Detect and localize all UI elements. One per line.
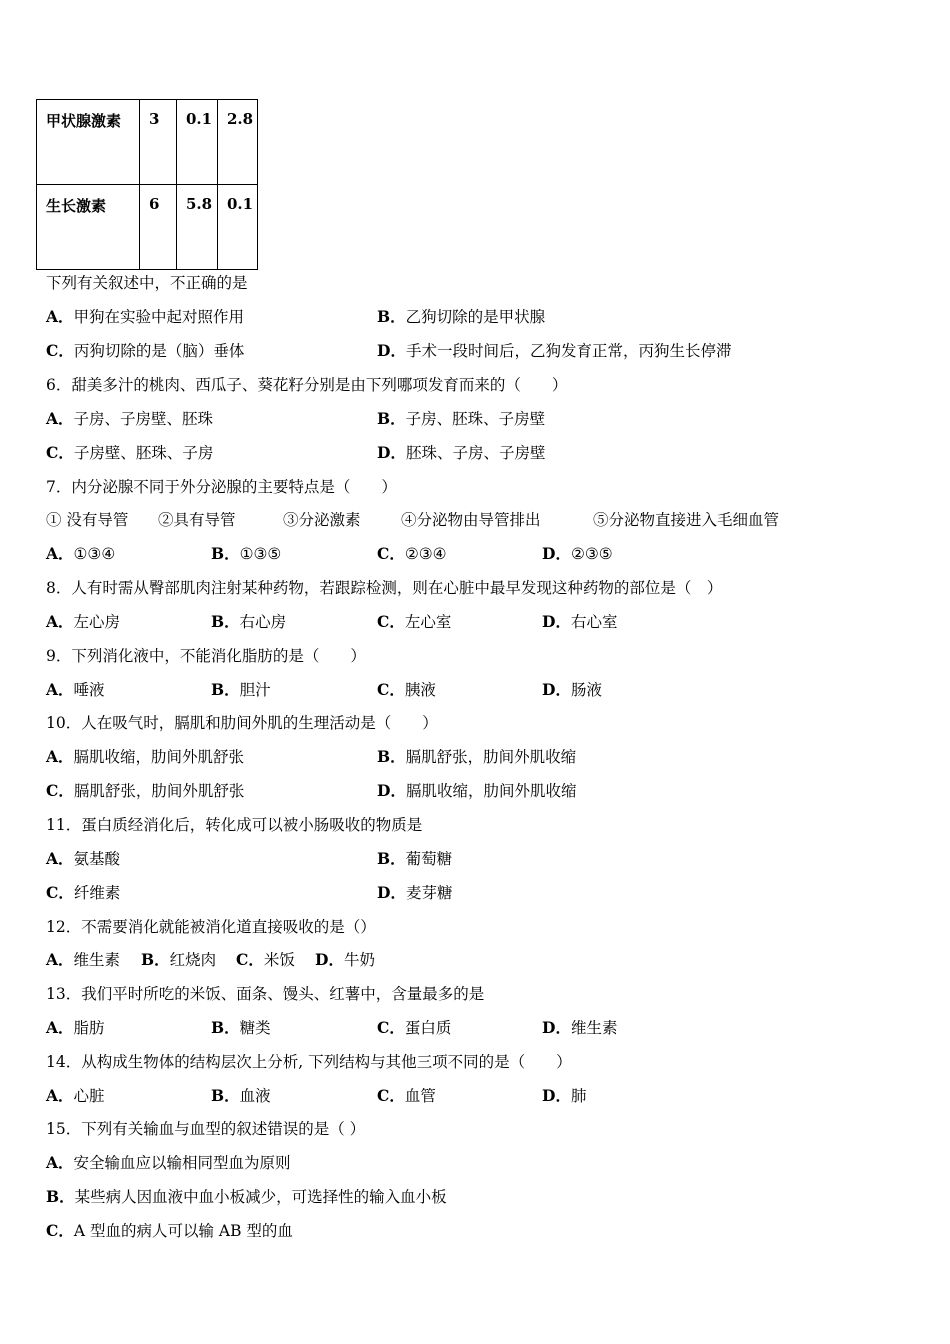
option-text: 子房壁、胚珠、子房 bbox=[73, 444, 214, 462]
option-c bbox=[377, 612, 451, 632]
question-stem: 15．下列有关输血与血型的叙述错误的是（ ） bbox=[46, 1120, 366, 1138]
option-b bbox=[211, 544, 281, 564]
option-a bbox=[46, 1153, 291, 1173]
list-item: ④分泌物由导管排出 bbox=[401, 511, 541, 529]
option-label: A． bbox=[46, 950, 74, 969]
option-d bbox=[542, 1018, 617, 1038]
option-label: B． bbox=[377, 747, 406, 766]
option-text: 肠液 bbox=[570, 681, 602, 699]
table-cell: 6 bbox=[140, 185, 177, 270]
option-label: C． bbox=[377, 1018, 405, 1037]
option-label: D． bbox=[542, 544, 571, 563]
option-text: 手术一段时间后，乙狗发育正常，丙狗生长停滞 bbox=[405, 342, 732, 360]
list-item: ②具有导管 bbox=[158, 511, 236, 529]
table-cell: 0.1 bbox=[177, 100, 218, 185]
option-label: B． bbox=[211, 1018, 240, 1037]
list-item: ① 没有导管 bbox=[46, 511, 129, 529]
option-text: 肺 bbox=[570, 1087, 587, 1105]
option-label: D． bbox=[377, 341, 406, 360]
option-text: 血管 bbox=[404, 1087, 436, 1105]
option-text: 蛋白质 bbox=[404, 1019, 452, 1037]
option-a bbox=[46, 950, 120, 970]
option-label: B． bbox=[141, 950, 170, 969]
option-label: B． bbox=[211, 612, 240, 631]
option-label: D． bbox=[377, 443, 406, 462]
option-text: 甲狗在实验中起对照作用 bbox=[73, 308, 245, 326]
option-label: D． bbox=[377, 883, 406, 902]
option-b bbox=[377, 409, 545, 429]
option-label: A． bbox=[46, 544, 74, 563]
option-c bbox=[46, 883, 120, 903]
table-row bbox=[37, 100, 258, 185]
option-label: B． bbox=[211, 544, 240, 563]
option-text: 维生素 bbox=[570, 1019, 618, 1037]
option-a bbox=[46, 1086, 105, 1106]
option-a bbox=[46, 612, 120, 632]
option-text: 子房、子房壁、胚珠 bbox=[73, 410, 214, 428]
option-text: 子房、胚珠、子房壁 bbox=[405, 410, 546, 428]
option-label: D． bbox=[315, 950, 344, 969]
option-label: C． bbox=[377, 612, 405, 631]
option-c bbox=[236, 950, 295, 970]
option-label: A． bbox=[46, 747, 74, 766]
option-label: D． bbox=[542, 680, 571, 699]
option-label: D． bbox=[377, 781, 406, 800]
option-b bbox=[377, 849, 452, 869]
option-text: ①③⑤ bbox=[239, 545, 282, 563]
option-text: 糖类 bbox=[239, 1019, 271, 1037]
option-text: 膈肌舒张，肋间外肌舒张 bbox=[73, 782, 245, 800]
option-d bbox=[542, 612, 617, 632]
option-text: 氨基酸 bbox=[73, 850, 121, 868]
option-b bbox=[46, 1187, 447, 1207]
option-text: 乙狗切除的是甲状腺 bbox=[405, 308, 546, 326]
option-label: A． bbox=[46, 680, 74, 699]
option-label: C． bbox=[46, 883, 74, 902]
option-label: A． bbox=[46, 849, 74, 868]
option-label: C． bbox=[46, 1221, 74, 1240]
option-text: 膈肌收缩，肋间外肌收缩 bbox=[405, 782, 577, 800]
option-c bbox=[377, 544, 447, 564]
table-cell: 2.8 bbox=[218, 100, 258, 185]
table-cell: 5.8 bbox=[177, 185, 218, 270]
option-d bbox=[377, 443, 545, 463]
option-label: D． bbox=[542, 1086, 571, 1105]
option-text: ②③⑤ bbox=[570, 545, 613, 563]
option-text: 胚珠、子房、子房壁 bbox=[405, 444, 546, 462]
option-c bbox=[46, 341, 244, 361]
option-text: 麦芽糖 bbox=[405, 884, 453, 902]
question-stem: 11．蛋白质经消化后，转化成可以被小肠吸收的物质是 bbox=[46, 816, 423, 834]
option-text: 丙狗切除的是（脑）垂体 bbox=[73, 342, 245, 360]
option-c bbox=[46, 1221, 293, 1241]
option-label: B． bbox=[211, 680, 240, 699]
option-text: 纤维素 bbox=[73, 884, 121, 902]
option-a bbox=[46, 307, 244, 327]
list-item: ③分泌激素 bbox=[283, 511, 361, 529]
option-text: 葡萄糖 bbox=[405, 850, 453, 868]
option-label: C． bbox=[377, 544, 405, 563]
option-text: 牛奶 bbox=[343, 951, 375, 969]
option-text: 右心房 bbox=[239, 613, 287, 631]
option-text: 左心室 bbox=[404, 613, 452, 631]
option-label: B． bbox=[377, 307, 406, 326]
option-b bbox=[141, 950, 216, 970]
hormone-table bbox=[36, 99, 258, 270]
option-c bbox=[46, 781, 244, 801]
question-stem: 6．甜美多汁的桃肉、西瓜子、葵花籽分别是由下列哪项发育而来的（ ） bbox=[46, 376, 568, 394]
option-label: B． bbox=[377, 409, 406, 428]
option-b bbox=[211, 1018, 271, 1038]
option-a bbox=[46, 1018, 105, 1038]
option-text: 红烧肉 bbox=[169, 951, 217, 969]
option-label: B． bbox=[377, 849, 406, 868]
option-a bbox=[46, 747, 244, 767]
option-b bbox=[211, 680, 271, 700]
question-stem: 9．下列消化液中，不能消化脂肪的是（ ） bbox=[46, 647, 366, 665]
option-c bbox=[46, 443, 213, 463]
option-d bbox=[377, 883, 452, 903]
option-text: 维生素 bbox=[73, 951, 121, 969]
option-b bbox=[377, 747, 576, 767]
option-text: 膈肌舒张，肋间外肌收缩 bbox=[405, 748, 577, 766]
question-stem: 14．从构成生物体的结构层次上分析, 下列结构与其他三项不同的是（ ） bbox=[46, 1053, 572, 1071]
option-d bbox=[377, 341, 731, 361]
option-label: C． bbox=[377, 1086, 405, 1105]
option-text: 左心房 bbox=[73, 613, 121, 631]
list-item: ⑤分泌物直接进入毛细血管 bbox=[593, 511, 780, 529]
option-label: C． bbox=[46, 781, 74, 800]
option-label: A． bbox=[46, 307, 74, 326]
option-label: C． bbox=[377, 680, 405, 699]
option-text: 胆汁 bbox=[239, 681, 271, 699]
option-label: A． bbox=[46, 409, 74, 428]
option-text: 血液 bbox=[239, 1087, 271, 1105]
table-cell: 甲状腺激素 bbox=[37, 100, 140, 185]
option-label: A． bbox=[46, 612, 74, 631]
question-stem: 12．不需要消化就能被消化道直接吸收的是（） bbox=[46, 918, 376, 936]
option-label: C． bbox=[46, 341, 74, 360]
option-text: ②③④ bbox=[404, 545, 447, 563]
option-text: 安全输血应以输相同型血为原则 bbox=[73, 1154, 291, 1172]
table-cell: 3 bbox=[140, 100, 177, 185]
table-row bbox=[37, 185, 258, 270]
option-label: B． bbox=[46, 1187, 75, 1206]
option-text: 膈肌收缩，肋间外肌舒张 bbox=[73, 748, 245, 766]
option-c bbox=[377, 1086, 436, 1106]
option-label: D． bbox=[542, 1018, 571, 1037]
question-stem: 下列有关叙述中，不正确的是 bbox=[46, 274, 248, 292]
option-d bbox=[377, 781, 576, 801]
table-cell: 0.1 bbox=[218, 185, 258, 270]
option-b bbox=[211, 612, 286, 632]
option-label: A． bbox=[46, 1153, 74, 1172]
option-label: B． bbox=[211, 1086, 240, 1105]
option-c bbox=[377, 680, 436, 700]
option-c bbox=[377, 1018, 451, 1038]
question-stem: 7．内分泌腺不同于外分泌腺的主要特点是（ ） bbox=[46, 478, 397, 496]
question-stem: 10．人在吸气时，膈肌和肋间外肌的生理活动是（ ） bbox=[46, 714, 438, 732]
option-text: 脂肪 bbox=[73, 1019, 105, 1037]
option-d bbox=[315, 950, 375, 970]
table-cell: 生长激素 bbox=[37, 185, 140, 270]
option-a bbox=[46, 680, 105, 700]
option-b bbox=[377, 307, 545, 327]
option-label: A． bbox=[46, 1018, 74, 1037]
option-label: C． bbox=[46, 443, 74, 462]
option-label: D． bbox=[542, 612, 571, 631]
option-label: C． bbox=[236, 950, 264, 969]
option-text: 米饭 bbox=[263, 951, 295, 969]
option-d bbox=[542, 680, 602, 700]
option-text: 右心室 bbox=[570, 613, 618, 631]
option-text: 某些病人因血液中血小板减少，可选择性的输入血小板 bbox=[74, 1188, 447, 1206]
option-d bbox=[542, 544, 613, 564]
option-a bbox=[46, 544, 115, 564]
option-b bbox=[211, 1086, 271, 1106]
option-text: ①③④ bbox=[73, 545, 116, 563]
option-text: 胰液 bbox=[404, 681, 436, 699]
question-stem: 8．人有时需从臀部肌肉注射某种药物，若跟踪检测，则在心脏中最早发现这种药物的部位是（ ） bbox=[46, 579, 723, 597]
option-a bbox=[46, 409, 213, 429]
question-stem: 13．我们平时所吃的米饭、面条、馒头、红薯中，含量最多的是 bbox=[46, 985, 485, 1003]
option-d bbox=[542, 1086, 586, 1106]
option-label: A． bbox=[46, 1086, 74, 1105]
option-a bbox=[46, 849, 120, 869]
option-text: A 型血的病人可以输 AB 型的血 bbox=[73, 1222, 293, 1240]
option-text: 心脏 bbox=[73, 1087, 105, 1105]
option-text: 唾液 bbox=[73, 681, 105, 699]
